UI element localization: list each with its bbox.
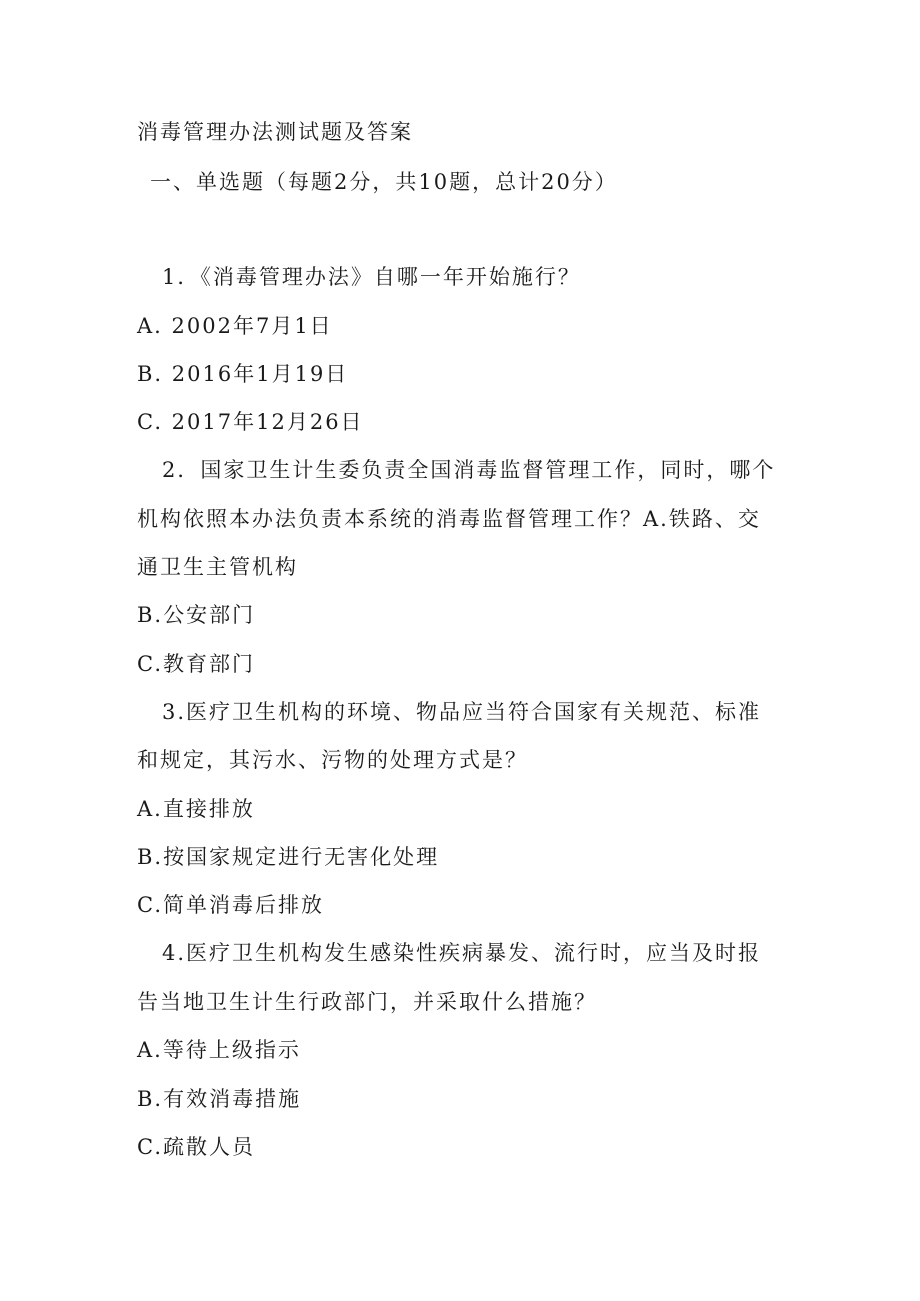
question-2-line-2: 机构依照本办法负责本系统的消毒监督管理工作？A.铁路、交 xyxy=(137,507,761,531)
question-2-line-3: 通卫生主管机构 xyxy=(137,555,298,579)
question-2-option-c: C.教育部门 xyxy=(137,652,255,676)
section-heading: 一、单选题（每题2分，共10题，总计20分） xyxy=(150,170,618,194)
question-3-option-c: C.简单消毒后排放 xyxy=(137,893,324,917)
question-1-option-c: C. 2017年12月26日 xyxy=(137,410,364,434)
question-3-option-b: B.按国家规定进行无害化处理 xyxy=(137,845,440,869)
question-3-option-a: A.直接排放 xyxy=(137,797,255,821)
question-2-line-1: 2．国家卫生计生委负责全国消毒监督管理工作，同时，哪个 xyxy=(162,458,776,482)
question-4-line-1: 4.医疗卫生机构发生感染性疾病暴发、流行时，应当及时报 xyxy=(162,941,762,965)
document-title: 消毒管理办法测试题及答案 xyxy=(137,120,413,144)
question-4-option-a: A.等待上级指示 xyxy=(137,1038,301,1062)
question-3-line-1: 3.医疗卫生机构的环境、物品应当符合国家有关规范、标准 xyxy=(162,700,762,724)
question-1-option-b: B. 2016年1月19日 xyxy=(137,362,349,386)
question-1: 1．《消毒管理办法》自哪一年开始施行？ xyxy=(162,265,581,289)
question-3-line-2: 和规定，其污水、污物的处理方式是？ xyxy=(137,748,528,772)
question-4-line-2: 告当地卫生计生行政部门，并采取什么措施？ xyxy=(137,990,597,1014)
question-1-option-a: A. 2002年7月1日 xyxy=(137,314,333,338)
question-4-option-b: B.有效消毒措施 xyxy=(137,1087,302,1111)
question-4-option-c: C.疏散人员 xyxy=(137,1135,255,1159)
question-2-option-b: B.公安部门 xyxy=(137,603,256,627)
